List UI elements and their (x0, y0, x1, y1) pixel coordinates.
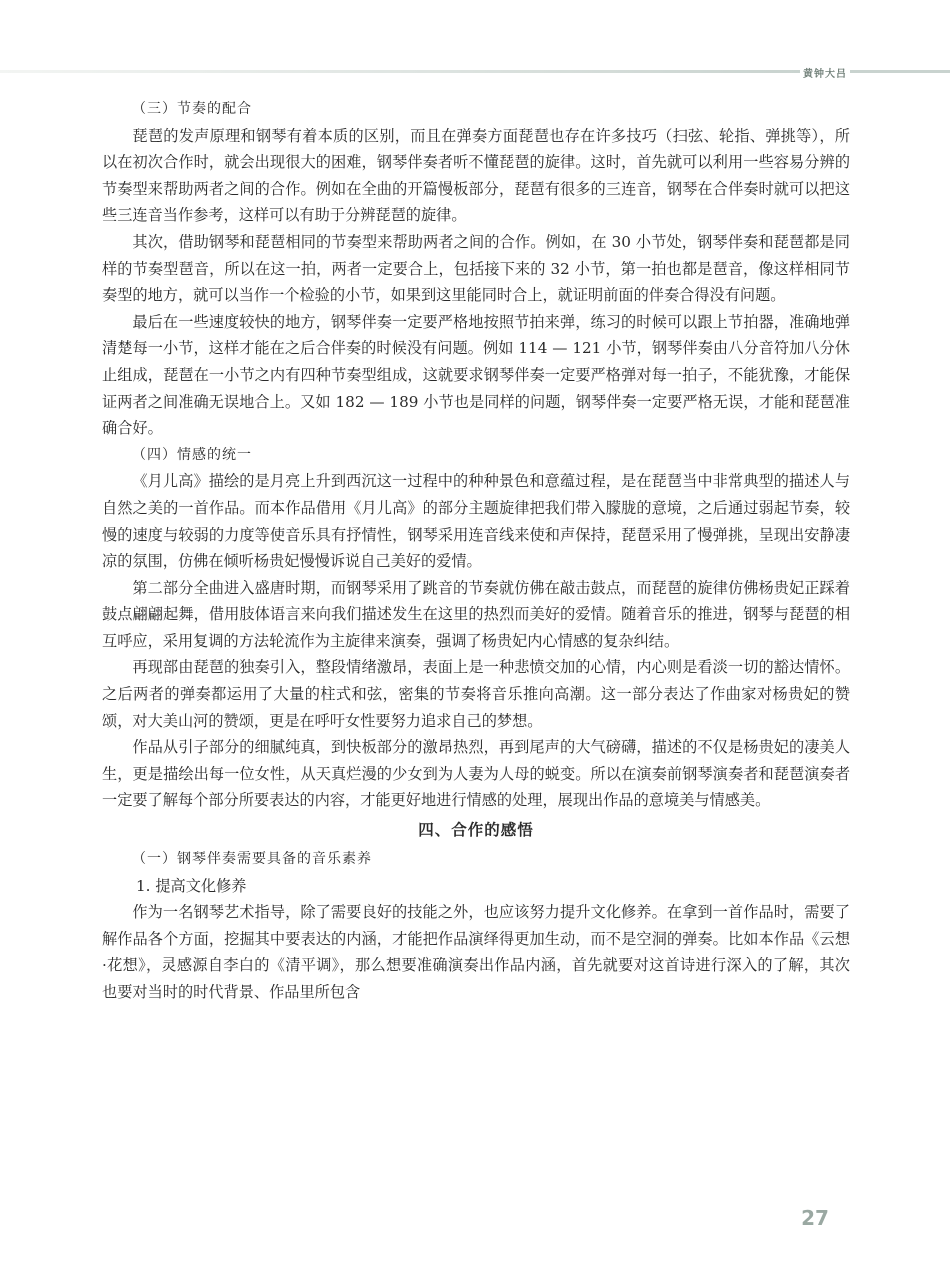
item-title: 1. 提高文化修养 (136, 876, 247, 895)
paragraph: 最后在一些速度较快的地方，钢琴伴奏一定要严格地按照节拍来弹，练习的时候可以跟上节拍器，准确地弹清楚每一小节，这样才能在之后合伴奏的时候没有问题。例如 114 — 121 小节，钢琴伴奏由八分音符加八分休止组成，琵琶在一小节之内有四种节奏型组成，这就要求钢琴伴奏一定要严格弹对每一拍子，不能犹豫，才能保证两者之间准确无误地合上。又如 182 — 189 小节也是同样的问题，钢琴伴奏一定要严格无误，才能和琵琶准确合好。 (102, 312, 850, 438)
page-number: 27 (801, 1206, 829, 1230)
paragraph: 其次，借助钢琴和琵琶相同的节奏型来帮助两者之间的合作。例如，在 30 小节处，钢琴伴奏和琵琶都是同样的节奏型琶音，所以在这一拍，两者一定要合上，包括接下来的 32 小节，第一拍也都是琶音，像这样相同节奏型的地方，就可以当作一个检验的小节，如果到这里能同时合上，就证明前面的伴奏合得没有问题。 (102, 232, 850, 305)
paragraph: 琵琶的发声原理和钢琴有着本质的区别，而且在弹奏方面琵琶也存在许多技巧（扫弦、轮指、弹挑等），所以在初次合作时，就会出现很大的困难，钢琴伴奏者听不懂琵琶的旋律。这时，首先就可以利用一些容易分辨的节奏型来帮助两者之间的合作。例如在全曲的开篇慢板部分，琵琶有很多的三连音，钢琴在合伴奏时就可以把这些三连音当作参考，这样可以有助于分辨琵琶的旋律。 (102, 126, 850, 225)
paragraph: 作品从引子部分的细腻纯真，到快板部分的激昂热烈，再到尾声的大气磅礴，描述的不仅是杨贵妃的凄美人生，更是描绘出每一位女性，从天真烂漫的少女到为人妻为人母的蜕变。所以在演奏前钢琴演奏者和琵琶演奏者一定要了解每个部分所要表达的内容，才能更好地进行情感的处理，展现出作品的意境美与情感美。 (102, 738, 850, 810)
journal-name: 黄钟大吕 (803, 69, 847, 80)
subsection-title: （一）钢琴伴奏需要具备的音乐素养 (132, 851, 372, 868)
subsection-title: （三）节奏的配合 (132, 101, 252, 117)
paragraph: 《月儿高》描绘的是月亮上升到西沉这一过程中的种种景色和意蕴过程，是在琵琶当中非常典型的描述人与自然之美的一首作品。而本作品借用《月儿高》的部分主题旋律把我们带入朦胧的意境，之后通过弱起节奏，较慢的速度与较弱的力度等使音乐具有抒情性，钢琴采用连音线来使和声保持，琵琶采用了慢弹挑，呈现出安静凄凉的氛围，仿佛在倾听杨贵妃慢慢诉说自己美好的爱情。 (102, 472, 850, 571)
header-rule (0, 70, 800, 73)
subsection-title: （四）情感的统一 (132, 446, 252, 463)
section-title: 四、合作的感悟 (418, 821, 534, 840)
paragraph: 作为一名钢琴艺术指导，除了需要良好的技能之外，也应该努力提升文化修养。在拿到一首作品时，需要了解作品各个方面，挖掘其中要表达的内涵，才能把作品演绎得更加生动，而不是空洞的弹奏。比如本作品《云想·花想》，灵感源自李白的《清平调》，那么想要准确演奏出作品内涵，首先就要对这首诗进行深入的了解，其次也要对当时的时代背景、作品里所包含 (102, 903, 850, 1001)
paragraph: 第二部分全曲进入盛唐时期，而钢琴采用了跳音的节奏就仿佛在敲击鼓点，而琵琶的旋律仿佛杨贵妃正踩着鼓点翩翩起舞，借用肢体语言来向我们描述发生在这里的热烈而美好的爱情。随着音乐的推进，钢琴与琵琶的相互呼应，采用复调的方法轮流作为主旋律来演奏，强调了杨贵妃内心情感的复杂纠结。 (102, 578, 850, 650)
article-body (102, 96, 850, 1006)
paragraph: 再现部由琵琶的独奏引入，整段情绪激昂，表面上是一种悲愤交加的心情，内心则是看淡一切的豁达情怀。之后两者的弹奏都运用了大量的柱式和弦，密集的节奏将音乐推向高潮。这一部分表达了作曲家对杨贵妃的赞颂，对大美山河的赞颂，更是在呼吁女性要努力追求自己的梦想。 (102, 658, 850, 730)
header-rule-right (850, 70, 950, 73)
